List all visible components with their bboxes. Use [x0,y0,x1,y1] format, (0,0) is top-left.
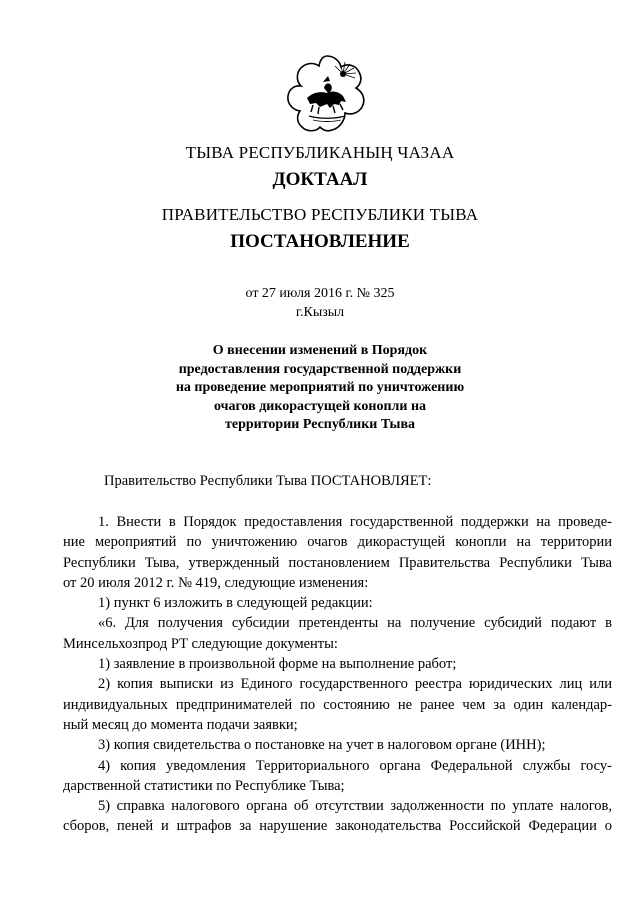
body-line: 1) заявление в произвольной форме на выполнение работ; [98,656,457,673]
body-line: ние мероприятий по уничтожению очагов дикорастущей конопли на территории [63,534,612,551]
document-subject-title [150,342,490,435]
subject-line: О внесении изменений в Порядок [212,343,428,358]
body-line: ный месяц до момента подачи заявки; [63,716,298,733]
body-line: от 20 июля 2012 г. № 419, следующие изменения: [63,574,369,591]
body-line: «6. Для получения субсидии претенденты на получение субсидий подают в [98,615,612,632]
body-line: 5) справка налогового органа об отсутствии задолженности по уплате налогов, [98,798,612,815]
header-doc-type-tuvan: ДОКТААЛ [272,169,368,190]
body-line: Минсельхозпрод РТ следующие документы: [63,635,338,652]
tuva-coat-of-arms-emblem [283,52,371,138]
body-line: 4) копия уведомления Территориального органа Федеральной службы госу- [98,757,612,774]
body-line: сборов, пеней и штрафов за нарушение законодательства Российской Федерации о [63,818,612,835]
subject-line: на проведение мероприятий по уничтожению [175,380,465,395]
subject-line: предоставления государственной поддержки [178,361,462,377]
document-date-number: от 27 июля 2016 г. № 325 [245,286,395,301]
body-line: 1) пункт 6 изложить в следующей редакции: [98,595,373,612]
document-body-text [63,512,612,837]
body-line: дарственной статистики по Республике Тыва; [63,777,345,794]
header-doc-type-russian: ПОСТАНОВЛЕНИЕ [230,231,410,252]
body-line: Республики Тыва, утвержденный постановлением Правительства Республики Тыва [63,554,612,571]
document-city: г.Кызыл [295,305,345,320]
subject-line: территории Республики Тыва [224,417,416,432]
header-government-name-tuvan: ТЫВА РЕСПУБЛИКАНЫҢ ЧАЗАА [185,143,455,162]
header-government-name-russian: ПРАВИТЕЛЬСТВО РЕСПУБЛИКИ ТЫВА [161,205,479,224]
body-line: индивидуальных предпринимателей по состоянию не ранее чем за один календар- [63,696,612,713]
resolution-intro: Правительство Республики Тыва ПОСТАНОВЛЯЕТ: [104,473,432,489]
body-line: 3) копия свидетельства о постановке на учет в налоговом органе (ИНН); [98,737,546,754]
body-line: 1. Внести в Порядок предоставления государственной поддержки на проведе- [98,514,612,530]
body-line: 2) копия выписки из Единого государственного реестра юридических лиц или [98,676,612,693]
subject-line: очагов дикорастущей конопли на [213,398,427,414]
